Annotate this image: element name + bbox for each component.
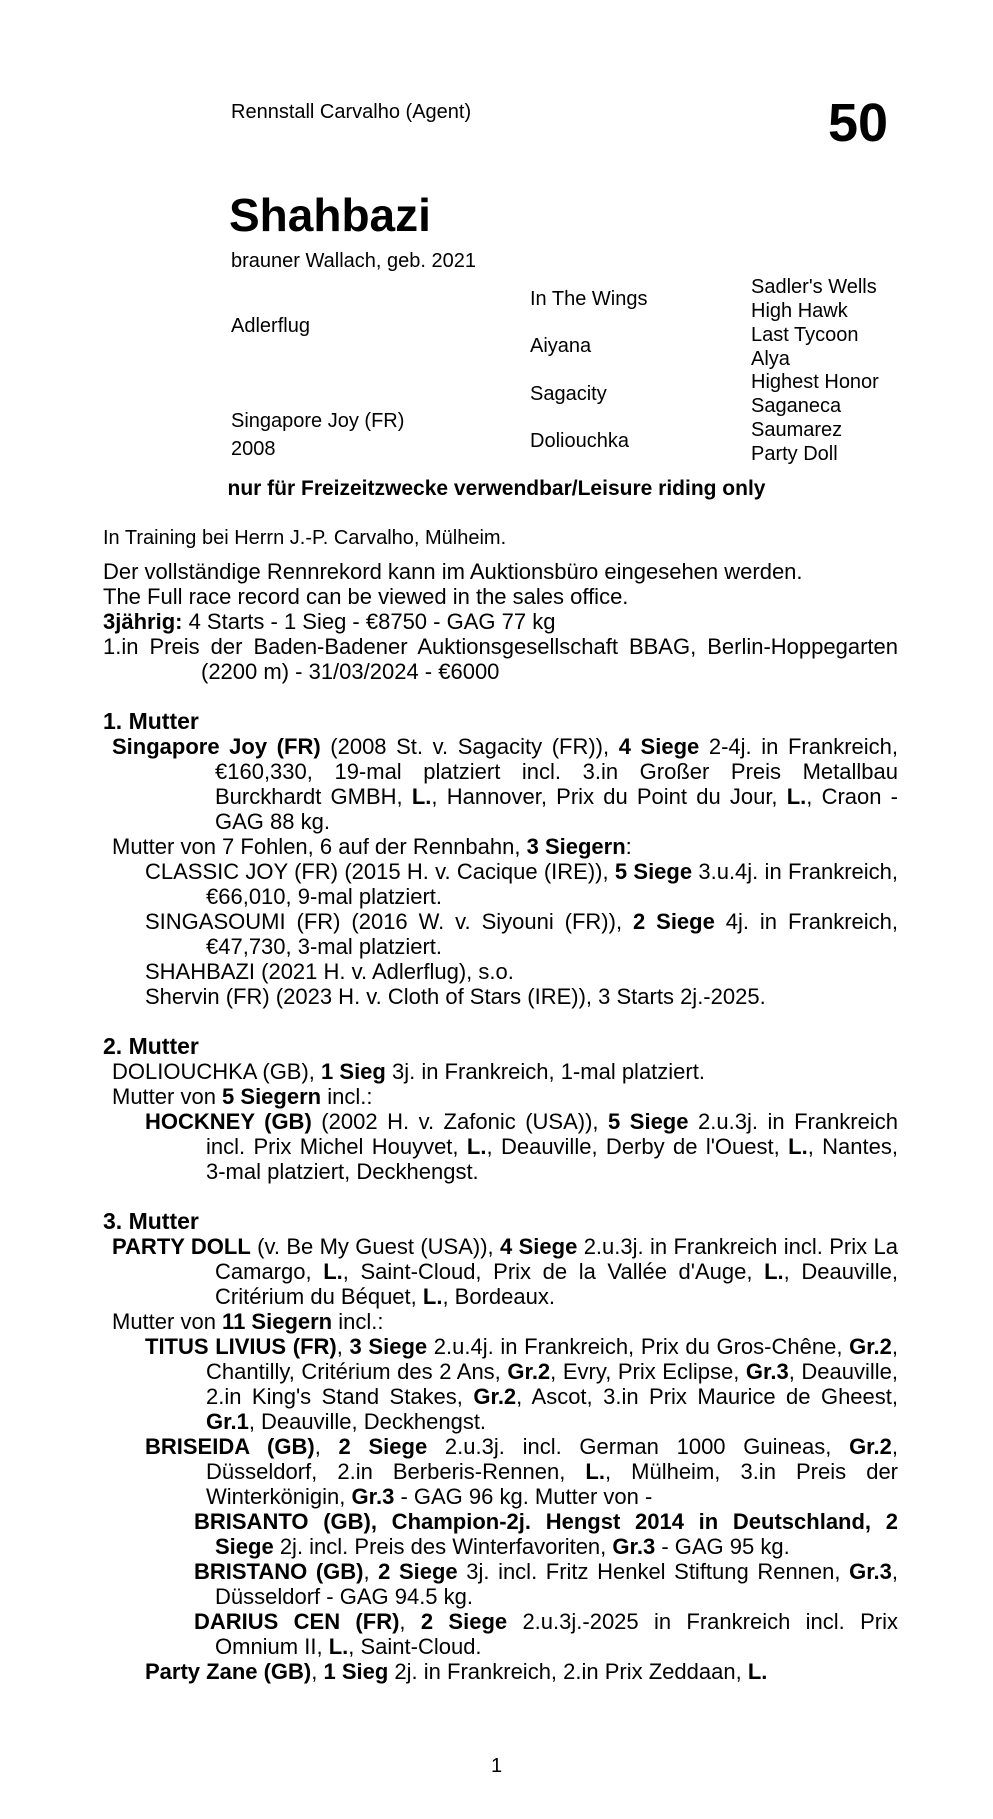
offspring-singasoumi: SINGASOUMI (FR) (2016 W. v. Siyouni (FR)), 2 Siege 4j. in Frankreich, €47,730, 3-mal platziert. bbox=[145, 909, 898, 959]
grand-offspring-brisanto: BRISANTO (GB), Champion-2j. Hengst 2014 in Deutschland, 2 Siege 2j. incl. Preis des Winterfavoriten, Gr.3 - GAG 95 kg. bbox=[194, 1509, 898, 1559]
sire-sire: In The Wings bbox=[530, 288, 648, 310]
gg-5: Highest Honor bbox=[751, 371, 879, 393]
dam3-record: PARTY DOLL (v. Be My Guest (USA)), 4 Siege 2.u.3j. in Frankreich incl. Prix La Camargo, L., Saint-Cloud, Prix de la Vallée d'Auge, L., Deauville, Critérium du Béquet, L., Bordeaux. bbox=[112, 1234, 898, 1309]
record-note-en: The Full race record can be viewed in the sales office. bbox=[103, 584, 629, 609]
gg-7: Saumarez bbox=[751, 419, 843, 441]
dam1-produce: Mutter von 7 Fohlen, 6 auf der Rennbahn, 3 Siegern: bbox=[112, 834, 632, 859]
gg-2: High Hawk bbox=[751, 300, 848, 322]
offspring-classic-joy: CLASSIC JOY (FR) (2015 H. v. Cacique (IRE)), 5 Siege 3.u.4j. in Frankreich, €66,010, 9-mal platziert. bbox=[145, 859, 898, 909]
lot-number: 50 bbox=[828, 93, 889, 153]
gg-1: Sadler's Wells bbox=[751, 276, 877, 298]
horse-description: brauner Wallach, geb. 2021 bbox=[231, 250, 476, 272]
sire: Adlerflug bbox=[231, 315, 310, 337]
dam-dam: Doliouchka bbox=[530, 430, 629, 452]
dam3-heading: 3. Mutter bbox=[103, 1208, 199, 1234]
record-note-de: Der vollständige Rennrekord kann im Auktionsbüro eingesehen werden. bbox=[103, 559, 803, 584]
gg-4: Alya bbox=[751, 348, 790, 370]
horse-name: Shahbazi bbox=[229, 189, 431, 241]
gg-8: Party Doll bbox=[751, 443, 838, 465]
gg-3: Last Tycoon bbox=[751, 324, 859, 346]
dam: Singapore Joy (FR) bbox=[231, 410, 405, 432]
page-number: 1 bbox=[490, 1755, 503, 1777]
sire-dam: Aiyana bbox=[530, 335, 592, 357]
dam1-heading: 1. Mutter bbox=[103, 708, 199, 734]
dam3-produce: Mutter von 11 Siegern incl.: bbox=[112, 1309, 384, 1334]
offspring-titus-livius: TITUS LIVIUS (FR), 3 Siege 2.u.4j. in Frankreich, Prix du Gros-Chêne, Gr.2, Chantilly, Critérium des 2 Ans, Gr.2, Evry, Prix Eclipse, Gr.3, Deauville, 2.in King's Stand Stakes, Gr.2, Ascot, 3.in Prix Maurice de Gheest, Gr.1, Deauville, Deckhengst. bbox=[145, 1334, 899, 1434]
dam2-produce: Mutter von 5 Siegern incl.: bbox=[112, 1084, 373, 1109]
gg-6: Saganeca bbox=[751, 395, 842, 417]
training-note: In Training bei Herrn J.-P. Carvalho, Mülheim. bbox=[103, 527, 507, 549]
offspring-briseida: BRISEIDA (GB), 2 Siege 2.u.3j. incl. German 1000 Guineas, Gr.2, Düsseldorf, 2.in Berberis-Rennen, L., Mülheim, 3.in Preis der Winterkönigin, Gr.3 - GAG 96 kg. Mutter von - bbox=[145, 1434, 898, 1509]
grand-offspring-bristano: BRISTANO (GB), 2 Siege 3j. incl. Fritz Henkel Stiftung Rennen, Gr.3, Düsseldorf - GAG 94.5 kg. bbox=[194, 1559, 899, 1609]
offspring-shahbazi: SHAHBAZI (2021 H. v. Adlerflug), s.o. bbox=[145, 959, 514, 984]
leisure-note: nur für Freizeitzwecke verwendbar/Leisure riding only bbox=[227, 477, 766, 500]
age3-summary: 3jährig: 4 Starts - 1 Sieg - €8750 - GAG 77 kg bbox=[103, 609, 556, 634]
dam-year: 2008 bbox=[231, 438, 276, 460]
age3-win: 1.in Preis der Baden-Badener Auktionsgesellschaft BBAG, Berlin-Hoppegarten (2200 m) - 31/03/2024 - €6000 bbox=[103, 634, 898, 684]
dam2-heading: 2. Mutter bbox=[103, 1033, 199, 1059]
owner-name: Rennstall Carvalho (Agent) bbox=[231, 101, 472, 123]
offspring-party-zane: Party Zane (GB), 1 Sieg 2j. in Frankreich, 2.in Prix Zeddaan, L. bbox=[145, 1659, 768, 1684]
dam1-record: Singapore Joy (FR) (2008 St. v. Sagacity (FR)), 4 Siege 2-4j. in Frankreich, €160,330, 19-mal platziert incl. 3.in Großer Preis Metallbau Burckhardt GMBH, L., Hannover, Prix du Point du Jour, L., Craon - GAG 88 kg. bbox=[112, 734, 899, 834]
race-record-section bbox=[103, 526, 898, 1684]
offspring-shervin: Shervin (FR) (2023 H. v. Cloth of Stars (IRE)), 3 Starts 2j.-2025. bbox=[145, 984, 766, 1009]
offspring-hockney: HOCKNEY (GB) (2002 H. v. Zafonic (USA)), 5 Siege 2.u.3j. in Frankreich incl. Prix Michel Houyvet, L., Deauville, Derby de l'Ouest, L., Nantes, 3-mal platziert, Deckhengst. bbox=[145, 1109, 898, 1184]
dam-sire: Sagacity bbox=[530, 383, 607, 405]
grand-offspring-darius-cen: DARIUS CEN (FR), 2 Siege 2.u.3j.-2025 in Frankreich incl. Prix Omnium II, L., Saint-Cloud. bbox=[194, 1609, 898, 1659]
dam2-record: DOLIOUCHKA (GB), 1 Sieg 3j. in Frankreich, 1-mal platziert. bbox=[112, 1059, 705, 1084]
